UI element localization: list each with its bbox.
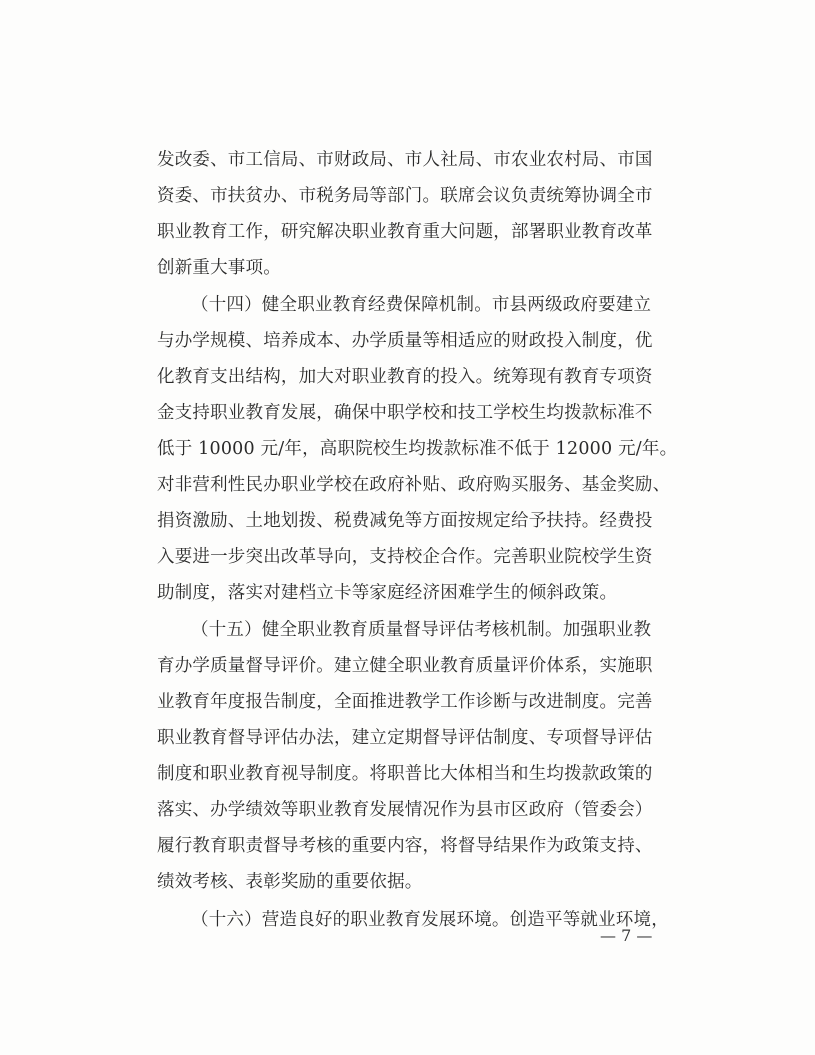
- page-number: — 7 —: [600, 926, 653, 945]
- paragraph-line: （十五）健全职业教育质量督导评估考核机制。加强职业教: [191, 620, 652, 640]
- paragraph-line: 落实、办学绩效等职业教育发展情况作为县市区政府（管委会）: [157, 800, 653, 820]
- paragraph-line: 制度和职业教育视导制度。将职普比大体相当和生均拨款政策的: [157, 764, 653, 784]
- paragraph-line: 职业教育工作，研究解决职业教育重大问题，部署职业教育改革: [157, 222, 653, 242]
- paragraph-line: 捐资激励、土地划拨、税费减免等方面按规定给予扶持。经费投: [157, 511, 653, 531]
- paragraph-line: （十四）健全职业教育经费保障机制。市县两级政府要建立: [191, 295, 652, 315]
- paragraph-line: 入要进一步突出改革导向，支持校企合作。完善职业院校学生资: [157, 547, 653, 567]
- paragraph-line: 发改委、市工信局、市财政局、市人社局、市农业农村局、市国: [157, 150, 653, 170]
- paragraph-line: 对非营利性民办职业学校在政府补贴、政府购买服务、基金奖励、: [157, 475, 671, 495]
- paragraph-line: 化教育支出结构，加大对职业教育的投入。统筹现有教育专项资: [157, 367, 653, 387]
- paragraph-line: 履行教育职责督导考核的重要内容，将督导结果作为政策支持、: [157, 836, 653, 856]
- paragraph-line: 创新重大事项。: [157, 258, 281, 278]
- paragraph-line: 业教育年度报告制度，全面推进教学工作诊断与改进制度。完善: [157, 692, 653, 712]
- paragraph-line: 助制度，落实对建档立卡等家庭经济困难学生的倾斜政策。: [157, 583, 618, 603]
- paragraph-line: 育办学质量督导评价。建立健全职业教育质量评价体系，实施职: [157, 656, 653, 676]
- paragraph-line: （十六）营造良好的职业教育发展环境。创造平等就业环境，: [191, 910, 669, 930]
- paragraph-line: 绩效考核、表彰奖励的重要依据。: [157, 872, 423, 892]
- paragraph-line: 低于 10000 元/年，高职院校生均拨款标准不低于 12000 元/年。: [157, 439, 677, 459]
- paragraph-line: 职业教育督导评估办法，建立定期督导评估制度、专项督导评估: [157, 728, 653, 748]
- paragraph-line: 金支持职业教育发展，确保中职学校和技工学校生均拨款标准不: [157, 403, 653, 423]
- paragraph-line: 与办学规模、培养成本、办学质量等相适应的财政投入制度，优: [157, 331, 653, 351]
- paragraph-line: 资委、市扶贫办、市税务局等部门。联席会议负责统筹协调全市: [157, 186, 653, 206]
